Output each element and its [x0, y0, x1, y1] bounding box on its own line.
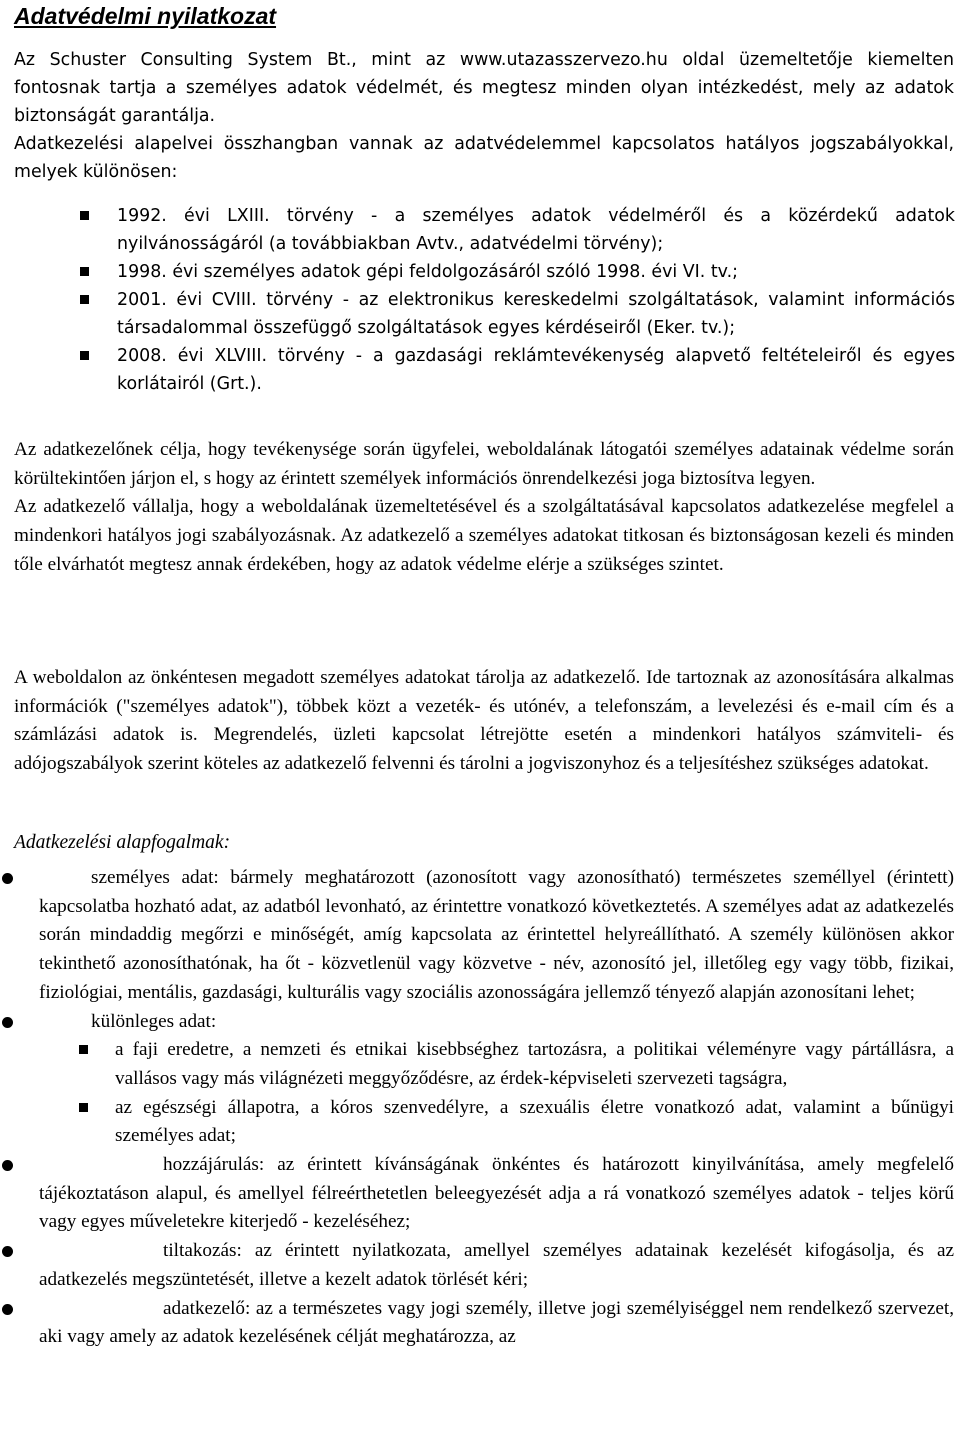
definition-controller: adatkezelő: az a természetes vagy jogi személy, illetve jogi személyiséggel nem rendelkező szervezet, aki vagy amely az adatok kezelésének célját meghatározza, az: [0, 1295, 960, 1352]
definition-personal-data: személyes adat: bármely meghatározott (azonosított vagy azonosítható) természetes személlyel (érintett) kapcsolatba hozható adat, az adatból levonható, az érintettre vonatkozó következtetés. A személyes adat az adatkezelés során mindaddig megőrzi e minőségét, amíg kapcsolata az érintettel helyreállítható. A személy különösen akkor tekinthető azonosíthatónak, ha őt - közvetlenül vagy közvetve - név, azonosító jel, illetőleg egy vagy több, fizikai, fiziológiai, mentális, gazdasági, kulturális vagy szociális azonosságára jellemző tényező alapján azonosítani lehet;: [0, 864, 960, 1008]
law-list: [0, 202, 960, 398]
definitions-heading: Adatkezelési alapfogalmak:: [14, 832, 231, 853]
law-item: 1992. évi LXIII. törvény - a személyes adatok védelméről és a közérdekű adatok nyilvánosságáról (a továbbiakban Avtv., adatvédelmi törvény);: [0, 202, 960, 258]
body-paragraph-goal: Az adatkezelőnek célja, hogy tevékenysége során ügyfelei, weboldalának látogatói személyes adatainak védelme során körültekintően járjon el, s hogy az érintett személyek információs önrendelkezési joga biztosítva legyen.: [14, 439, 954, 489]
intro-paragraph-2: Adatkezelési alapelvei összhangban vannak az adatvédelemmel kapcsolatos hatályos jogszabályokkal, melyek különösen:: [14, 134, 954, 182]
law-item: 2008. évi XLVIII. törvény - a gazdasági reklámtevékenység alapvető feltételeiről és egyes korlátairól (Grt.).: [0, 342, 960, 398]
definitions-list: [0, 864, 960, 1352]
intro-section: [14, 46, 954, 186]
body-section-2: [14, 664, 954, 779]
document-title: Adatvédelmi nyilatkozat: [14, 3, 277, 29]
square-bullet-icon: [79, 1103, 88, 1112]
round-bullet-icon: [2, 1017, 13, 1028]
special-data-sublist: [39, 1036, 954, 1151]
body-section-1: [14, 436, 954, 580]
law-item: 2001. évi CVIII. törvény - az elektronikus kereskedelmi szolgáltatások, valamint információs társadalommal összefüggő szolgáltatások egyes kérdéseiről (Eker. tv.);: [0, 286, 960, 342]
definition-special-data: különleges adat: a faji eredetre, a nemzeti és etnikai kisebbséghez tartozásra, a politikai véleményre vagy pártállásra, a vallásos vagy más világnézeti meggyőződésre, az érdek-képviseleti szervezeti tagságra, az egészségi állapotra, a kóros szenvedélyre, a szexuális életre vonatkozó adat, valamint a bűnügyi személyes adat;: [0, 1008, 960, 1152]
body-paragraph-stored-data: A weboldalon az önkéntesen megadott személyes adatokat tárolja az adatkezelő. Ide tartoznak az azonosítására alkalmas információk ("személyes adatok"), többek közt a vezeték- és utónév, a telefonszám, a levelezési és e-mail cím és a számlázási adatok is. Megrendelés, üzleti kapcsolat létrejötte esetén a mindenkori hatályos számviteli- és adójogszabályok szerint köteles az adatkezelő felvenni és tárolni a jogviszonyhoz és a teljesítéshez szükséges adatokat.: [14, 667, 954, 775]
round-bullet-icon: [2, 1304, 13, 1315]
square-bullet-icon: [79, 1045, 88, 1054]
square-bullet-icon: [80, 267, 89, 276]
special-data-item: az egészségi állapotra, a kóros szenvedélyre, a szexuális életre vonatkozó adat, valamint a bűnügyi személyes adat;: [39, 1094, 954, 1151]
square-bullet-icon: [80, 295, 89, 304]
special-data-item: a faji eredetre, a nemzeti és etnikai kisebbséghez tartozásra, a politikai véleményre vagy pártállásra, a vallásos vagy más világnézeti meggyőződésre, az érdek-képviseleti szervezeti tagságra,: [39, 1036, 954, 1093]
square-bullet-icon: [80, 351, 89, 360]
intro-paragraph-1: Az Schuster Consulting System Bt., mint az www.utazasszervezo.hu oldal üzemeltetője kiemelten fontosnak tartja a személyes adatok védelmét, és megtesz minden olyan intézkedést, mely az adatok biztonságát garantálja.: [14, 50, 954, 126]
body-paragraph-commitment: Az adatkezelő vállalja, hogy a weboldalának üzemeltetésével és a szolgáltatásával kapcsolatos adatkezelése megfelel a mindenkori hatályos jogi szabályozásnak. Az adatkezelő a személyes adatokat titkosan és biztonságosan kezeli és minden tőle elvárhatót megtesz annak érdekében, hogy az adatok védelme elérje a szükséges szintet.: [14, 496, 954, 575]
round-bullet-icon: [2, 1246, 13, 1257]
definition-objection: tiltakozás: az érintett nyilatkozata, amellyel személyes adatainak kezelését kifogásolja, és az adatkezelés megszüntetését, illetve a kezelt adatok törlését kéri;: [0, 1237, 960, 1294]
round-bullet-icon: [2, 873, 13, 884]
definition-consent: hozzájárulás: az érintett kívánságának önkéntes és határozott kinyilvánítása, amely megfelelő tájékoztatáson alapul, és amellyel félreérthetetlen beleegyezését adja a rá vonatkozó személyes adatok - teljes körű vagy egyes műveletekre kiterjedő - kezeléséhez;: [0, 1151, 960, 1237]
round-bullet-icon: [2, 1160, 13, 1171]
law-item: 1998. évi személyes adatok gépi feldolgozásáról szóló 1998. évi VI. tv.;: [0, 258, 960, 286]
square-bullet-icon: [80, 211, 89, 220]
